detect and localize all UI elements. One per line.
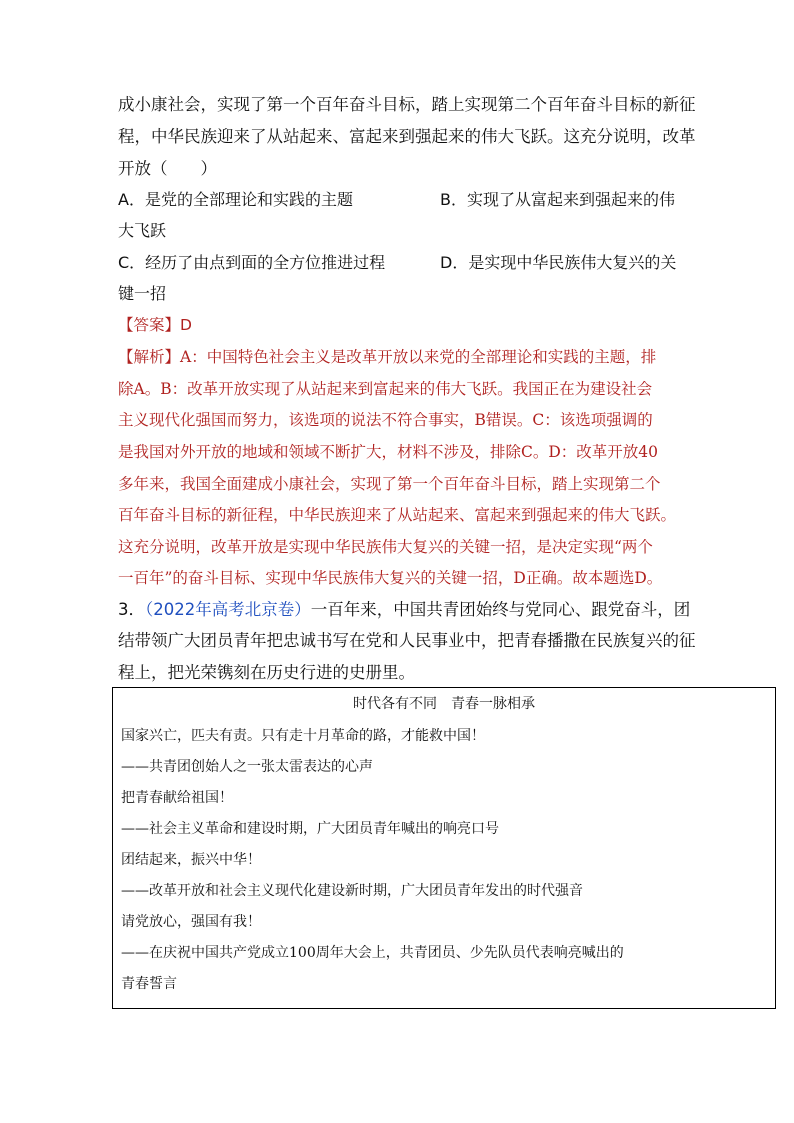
- question-3-line-2: 结带领广大团员青年把忠诚书写在党和人民事业中，把青春播撒在民族复兴的征: [118, 631, 696, 650]
- analysis-line-3: 主义现代化强国而努力，该选项的说法不符合事实，B错误。C：该选项强调的: [118, 411, 653, 429]
- material-line-5: 团结起来，振兴中华！: [121, 852, 261, 868]
- option-b: B．实现了从富起来到强起来的伟: [440, 190, 675, 209]
- analysis-line-2: 除A。B：改革开放实现了从站起来到富起来的伟大飞跃。我国正在为建设社会: [118, 380, 653, 398]
- material-box-title: 时代各有不同 青春一脉相承: [353, 696, 535, 712]
- analysis-line-5: 多年来，我国全面建成小康社会，实现了第一个百年奋斗目标，踏上实现第二个: [118, 475, 661, 493]
- answer-label: 【答案】D: [118, 316, 192, 334]
- option-d: D．是实现中华民族伟大复兴的关: [440, 253, 677, 272]
- material-line-9: 青春誓言: [121, 976, 177, 992]
- question-text-line-3: 开放（ ）: [118, 159, 217, 178]
- material-box: [112, 687, 776, 1009]
- option-b-continued: 大飞跃: [118, 221, 167, 240]
- option-c: C．经历了由点到面的全方位推进过程: [118, 253, 386, 272]
- material-line-8: ——在庆祝中国共产党成立100周年大会上，共青团员、少先队员代表响亮喊出的: [121, 945, 624, 961]
- question-3-source: （2022年高考北京卷）: [145, 600, 311, 619]
- question-3-line-3: 程上，把光荣镌刻在历史行进的史册里。: [118, 663, 415, 682]
- analysis-line-7: 这充分说明，改革开放是实现中华民族伟大复兴的关键一招，是决定实现“两个: [118, 538, 653, 556]
- analysis-line-8: 一百年”的奋斗目标、实现中华民族伟大复兴的关键一招，D正确。故本题选D。: [118, 569, 663, 587]
- question-text-line-2: 程，中华民族迎来了从站起来、富起来到强起来的伟大飞跃。这充分说明，改革: [118, 127, 696, 146]
- option-d-continued: 键一招: [118, 284, 167, 303]
- analysis-line-1: 【解析】A：中国特色社会主义是改革开放以来党的全部理论和实践的主题，排: [118, 348, 657, 366]
- analysis-line-4: 是我国对外开放的地域和领域不断扩大，材料不涉及，排除C。D：改革开放40: [118, 443, 659, 461]
- material-line-3: 把青春献给祖国！: [121, 790, 233, 806]
- analysis-line-6: 百年奋斗目标的新征程，中华民族迎来了从站起来、富起来到强起来的伟大飞跃。: [118, 506, 676, 524]
- question-3-line-1: [118, 598, 690, 622]
- question-3-number: 3．: [118, 600, 145, 619]
- question-3-stem-start: 一百年来，中国共青团始终与党同心、跟党奋斗，团: [310, 600, 691, 619]
- material-line-2: ——共青团创始人之一张太雷表达的心声: [121, 759, 373, 775]
- material-line-7: 请党放心，强国有我！: [121, 914, 261, 930]
- option-a: A．是党的全部理论和实践的主题: [118, 190, 353, 209]
- material-line-4: ——社会主义革命和建设时期，广大团员青年喊出的响亮口号: [121, 821, 499, 837]
- material-line-6: ——改革开放和社会主义现代化建设新时期，广大团员青年发出的时代强音: [121, 883, 583, 899]
- question-text-line-1: 成小康社会，实现了第一个百年奋斗目标，踏上实现第二个百年奋斗目标的新征: [118, 95, 696, 114]
- material-line-1: 国家兴亡，匹夫有责。只有走十月革命的路，才能救中国！: [121, 728, 485, 744]
